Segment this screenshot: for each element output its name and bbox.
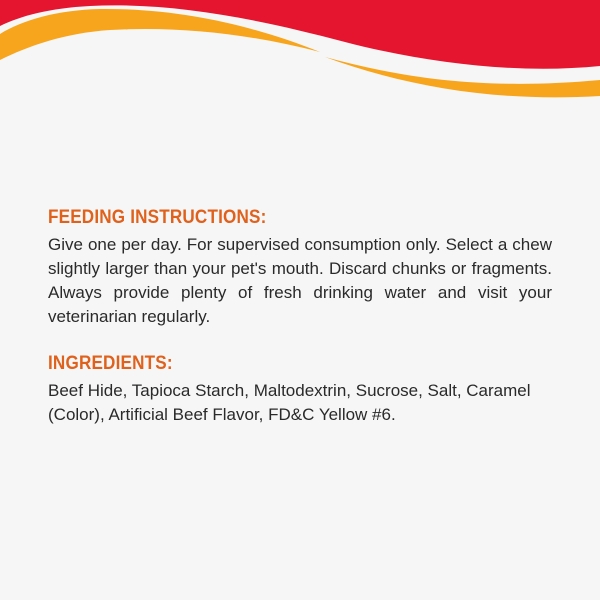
feeding-section [48,206,552,329]
ingredients-title: INGREDIENTS: [48,353,173,374]
ingredients-section [48,352,552,427]
label-content [48,206,552,427]
feeding-text: Give one per day. For supervised consumption only. Select a chew slightly larger than your pet's mouth. Discard chunks or fragments. Always provide plenty of fresh drinking water and visit your veterinarian regularly. [48,235,552,326]
decorative-wave-banner [0,0,600,110]
ingredients-text: Beef Hide, Tapioca Starch, Maltodextrin, Sucrose, Salt, Caramel (Color), Artificial Beef Flavor, FD&C Yellow #6. [48,381,531,424]
feeding-title: FEEDING INSTRUCTIONS: [48,207,267,228]
